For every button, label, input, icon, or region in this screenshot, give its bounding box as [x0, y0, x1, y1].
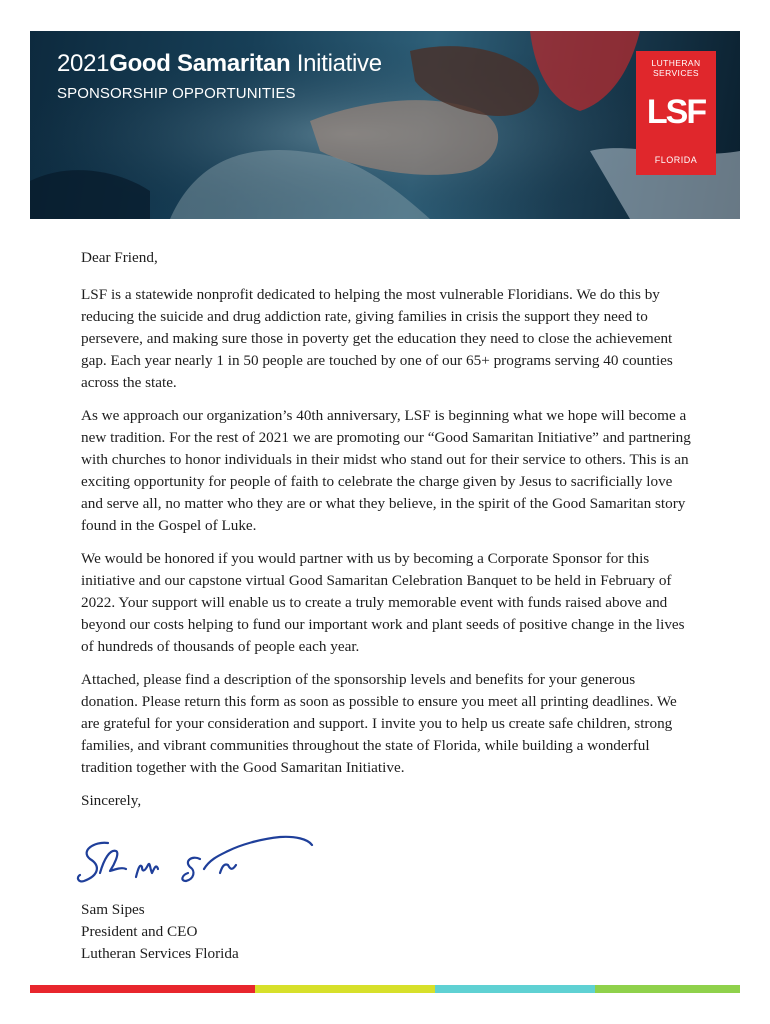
paragraph: LSF is a statewide nonprofit dedicated to helping the most vulnerable Floridians. We do this by reducing the suicide and drug addiction rate, giving families in crisis the support they need to persevere, and making sure those in poverty get the education they need to close the achievement gap. Each year nearly 1 in 50 people are touched by one of our 65+ programs serving 40 counties across the state.: [81, 286, 673, 391]
logo-mark: LSF: [646, 93, 706, 131]
closing: Sincerely,: [81, 792, 142, 809]
footer-segment-cyan: [435, 985, 595, 993]
signer-title: President and CEO: [81, 923, 198, 940]
signature-block: [81, 899, 239, 965]
lsf-logo: [636, 51, 716, 175]
banner-subtitle: SPONSORSHIP OPPORTUNITIES: [57, 85, 296, 102]
signer-name: Sam Sipes: [81, 901, 145, 918]
signer-organization: Lutheran Services Florida: [81, 945, 239, 962]
handwritten-signature: [70, 829, 320, 899]
letter-body: [81, 247, 691, 823]
banner-title: 2021Good Samaritan Initiative: [57, 50, 382, 77]
paragraph: We would be honored if you would partner with us by becoming a Corporate Sponsor for this initiative and our capstone virtual Good Samaritan Celebration Banquet to be held in February of 2022. Your support will enable us to create a truly memorable event with funds raised above and beyond our costs helping to fund our important work and plant seeds of positive change in the lives of hundreds of thousands of people each year.: [81, 550, 685, 655]
paragraph: As we approach our organization’s 40th anniversary, LSF is beginning what we hope will become a new tradition. For the rest of 2021 we are promoting our “Good Samaritan Initiative” and partnering with churches to honor individuals in their midst who stand out for their service to others. This is an exciting opportunity for people of faith to celebrate the charge given by Jesus to sacrificially love and serve all, no matter who they are or what they believe, in the spirit of the Good Samaritan story found in the Gospel of Luke.: [81, 407, 691, 534]
greeting: Dear Friend,: [81, 249, 158, 266]
footer-color-bar: [30, 985, 740, 993]
footer-segment-lime: [255, 985, 435, 993]
logo-line-services: SERVICES: [652, 68, 700, 78]
paragraph: Attached, please find a description of the sponsorship levels and benefits for your generous donation. Please return this form as soon as possible to ensure you meet all printing deadlines. We are grateful for your consideration and support. I invite you to help us create safe children, strong families, and vibrant communities throughout the state of Florida, while building a wonderful tradition together with the Good Samaritan Initiative.: [81, 671, 677, 776]
header-banner: [30, 31, 740, 219]
footer-segment-green: [595, 985, 740, 993]
logo-line-florida: FLORIDA: [654, 155, 698, 165]
logo-line-lutheran: LUTHERAN: [651, 58, 701, 68]
footer-segment-red: [30, 985, 255, 993]
